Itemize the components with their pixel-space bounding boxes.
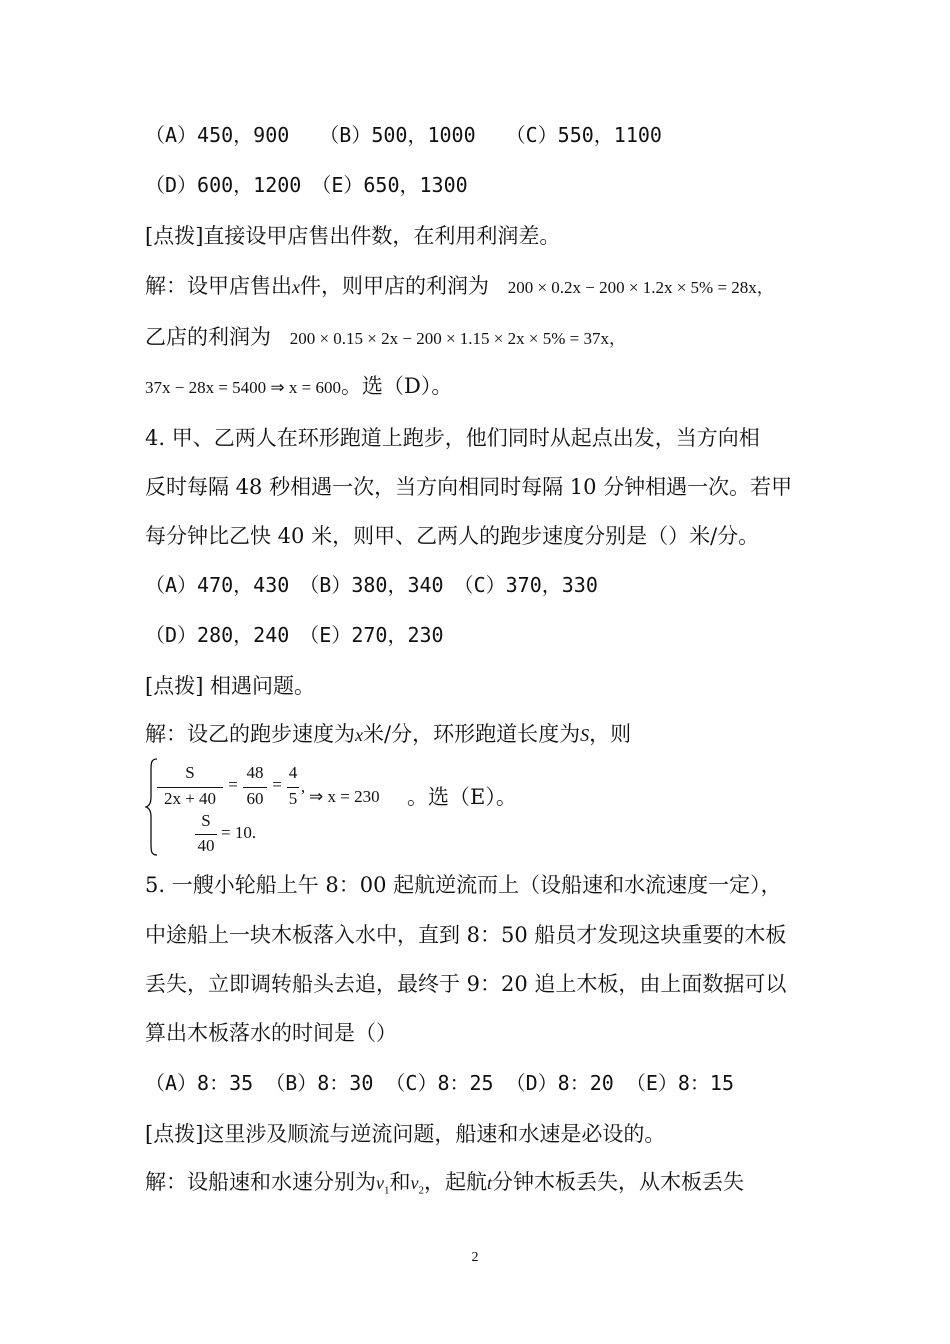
q3-solution-line2 <box>145 323 626 353</box>
fraction-s-denominator: 2x + 40 <box>163 789 217 808</box>
q3-equation-2: 200 × 0.15 × 2x − 200 × 1.15 × 2x × 5% = 37x， <box>289 329 626 348</box>
and-word: 和 <box>389 1170 411 1194</box>
q4-solution-text-c: ，则 <box>589 722 632 746</box>
fraction-bar <box>157 787 223 788</box>
page-number: 2 <box>471 1250 479 1265</box>
subscript-1: 1 <box>384 1184 390 1197</box>
q5-var-t: t <box>487 1173 493 1193</box>
fraction-bar <box>243 787 267 788</box>
q4-solution-text-a: 解：设乙的跑步速度为 <box>145 722 355 746</box>
q4-stem-line2: 反时每隔 48 秒相遇一次，当方向相同时每隔 10 分钟相遇一次。若甲 <box>145 475 793 499</box>
comma: , <box>300 777 306 796</box>
q3-solution-text-a: 解：设甲店售出 <box>145 274 292 298</box>
q5-stem-line3: 丢失，立即调转船头去追，最终于 9：20 追上木板，由上面数据可以 <box>145 972 787 996</box>
q3-solution-text-c: 乙店的利润为 <box>145 325 271 349</box>
fraction-s-numerator: S <box>185 763 195 782</box>
q3-options-row2: （D）600，1200 （E）650，1300 <box>145 173 468 197</box>
q3-equation-3: 37x − 28x = 5400 ⇒ x = 600 <box>145 378 342 397</box>
q5-solution-text-b: ，起航 <box>424 1170 487 1194</box>
fraction-5-denominator: 5 <box>288 789 298 808</box>
q3-var-x: x <box>292 277 300 297</box>
q4-var-x: x <box>355 725 363 745</box>
q3-answer: 。选（D）。 <box>341 374 453 398</box>
subscript-2: 2 <box>418 1184 424 1197</box>
q5-options: （A）8：35 （B）8：30 （C）8：25 （D）8：20 （E）8：15 <box>145 1071 734 1095</box>
q4-var-s: S <box>580 725 590 745</box>
fraction-4-numerator: 4 <box>288 763 298 782</box>
q3-solution-text-b: 件，则甲店的利润为 <box>300 274 489 298</box>
q4-solution-line1 <box>145 720 631 749</box>
equals-sign-1: = <box>228 775 238 794</box>
q5-stem-line2: 中途船上一块木板落入水中，直到 8：50 船员才发现这块重要的木板 <box>145 923 787 947</box>
equals-sign-2: = <box>272 775 282 794</box>
q3-solution-line3 <box>145 372 452 402</box>
q4-stem-line1: 4. 甲、乙两人在环形跑道上跑步，他们同时从起点出发，当方向相 <box>145 426 760 450</box>
fraction-40-denominator: 40 <box>197 836 215 855</box>
q4-options-row1: （A）470，430 （B）380，340 （C）370，330 <box>145 573 598 597</box>
q5-stem-line1: 5. 一艘小轮船上午 8：00 起航逆流而上（设船速和水流速度一定）， <box>145 873 782 897</box>
q4-result: ⇒ x = 230 <box>309 787 380 806</box>
q4-solution-text-b: 米/分，环形跑道长度为 <box>363 722 581 746</box>
q3-solution-line1 <box>145 272 774 302</box>
q5-var-v2 <box>410 1173 425 1197</box>
fraction-s2-numerator: S <box>201 811 211 830</box>
q5-solution-text-a: 解：设船速和水速分别为 <box>145 1170 376 1194</box>
q5-solution-text-c: 分钟木板丢失，从木板丢失 <box>492 1170 745 1194</box>
fraction-48-numerator: 48 <box>246 763 264 782</box>
q5-var-v1 <box>376 1173 390 1197</box>
q5-stem-line4: 算出木板落水的时间是（） <box>145 1021 397 1045</box>
v-symbol: v <box>376 1173 384 1193</box>
q4-hint: [点拨] 相遇问题。 <box>145 674 316 698</box>
q5-hint: [点拨]这里涉及顺流与逆流问题，船速和水速是必设的。 <box>145 1122 666 1146</box>
v-symbol: v <box>410 1173 419 1193</box>
q4-answer: 。选（E）。 <box>407 785 517 809</box>
q3-options-row1: （A）450，900 （B）500，1000 （C）550，1100 <box>145 123 662 147</box>
q4-options-row2: （D）280，240 （E）270，230 <box>145 623 444 647</box>
fraction-bar <box>195 834 217 835</box>
q3-equation-1: 200 × 0.2x − 200 × 1.2x × 5% = 28x， <box>507 278 774 297</box>
q5-solution-line1 <box>145 1168 744 1205</box>
q3-hint: [点拨]直接设甲店售出件数，在利用利润差。 <box>145 224 561 248</box>
q4-equation-system <box>145 757 545 859</box>
fraction-60-denominator: 60 <box>246 789 264 808</box>
q4-stem-line3: 每分钟比乙快 40 米，则甲、乙两人的跑步速度分别是（）米/分。 <box>145 524 760 548</box>
equals-ten: = 10. <box>221 823 257 842</box>
fraction-bar <box>287 787 299 788</box>
